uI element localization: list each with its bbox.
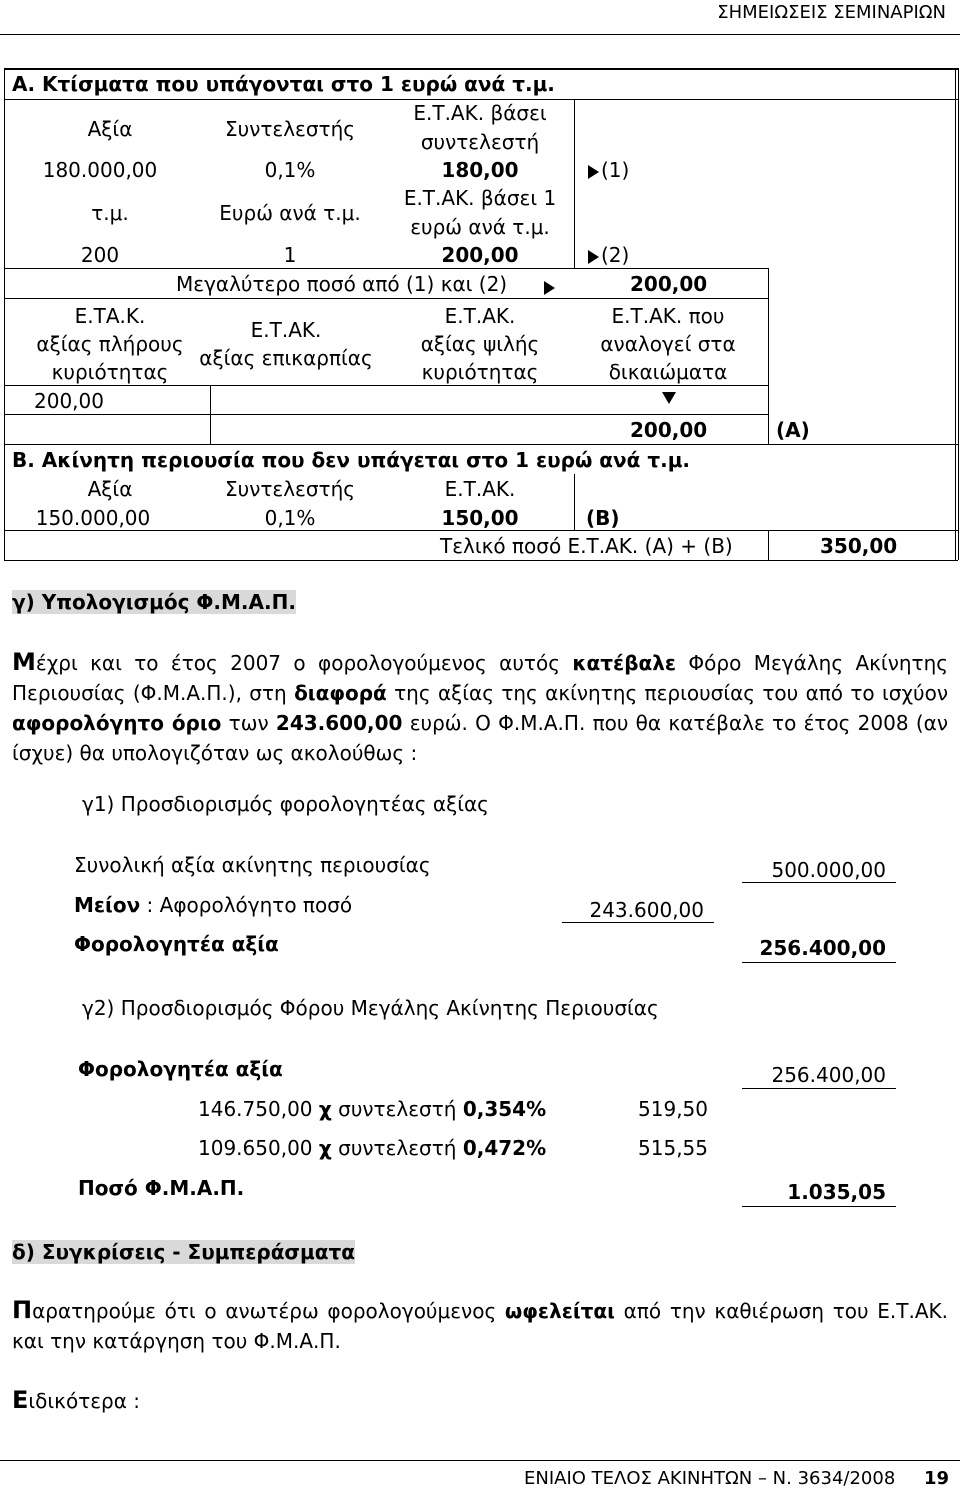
header-rule (0, 34, 960, 35)
mark-2: (2) (588, 243, 629, 267)
result-a-mark: (Α) (776, 418, 810, 442)
arrow-down-icon (662, 392, 676, 404)
b-rate: 0,1% (264, 506, 316, 530)
b-value: 150.000,00 (35, 506, 151, 530)
taxable-value: 256.400,00 (759, 936, 886, 960)
less-value: 243.600,00 (589, 898, 704, 922)
section-d-title: δ) Συγκρίσεις - Συμπεράσματα (12, 1240, 355, 1264)
c1-title: γ1) Προσδιορισμός φορολογητέας αξίας (82, 792, 489, 816)
header-etak-rate: Ε.Τ.ΑΚ. βάσει (413, 101, 547, 125)
c2-taxable-label: Φορολογητέα αξία (78, 1057, 283, 1081)
header-etak-1eur-2: ευρώ ανά τ.μ. (410, 215, 550, 239)
col-bare-ownership: Ε.Τ.ΑΚ. αξίας ψιλής κυριότητας (420, 304, 540, 384)
arrow-right-icon (544, 281, 555, 295)
b-header-value: Αξία (87, 477, 133, 501)
etak-200: 200,00 (441, 243, 519, 267)
more-specifically: Ειδικότερα : (12, 1386, 141, 1414)
footer-rule (0, 1460, 960, 1461)
header-eur-per-sqm: Ευρώ ανά τ.μ. (219, 201, 361, 225)
max-label: Μεγαλύτερο ποσό από (1) και (2) (176, 272, 508, 296)
section-c-title: γ) Υπολογισμός Φ.Μ.Α.Π. (12, 590, 296, 614)
b-etak: 150,00 (441, 506, 519, 530)
arrow-right-icon (588, 165, 599, 179)
bracket-1-result: 519,50 (638, 1097, 708, 1121)
mark-1: (1) (588, 158, 629, 182)
taxable-label: Φορολογητέα αξία (74, 932, 279, 956)
running-header: ΣΗΜΕΙΩΣΕΙΣ ΣΕΜΙΝΑΡΙΩΝ (717, 2, 946, 23)
value-200: 200 (80, 243, 120, 267)
value-180000: 180.000,00 (42, 158, 158, 182)
value-1: 1 (283, 243, 297, 267)
b-header-etak: Ε.Τ.ΑΚ. (444, 477, 516, 501)
etak-180: 180,00 (441, 158, 519, 182)
header-etak-1eur: Ε.Τ.ΑΚ. βάσει 1 (403, 186, 557, 210)
col-full-ownership: Ε.ΤΑ.Κ. αξίας πλήρους κυριότητας (36, 304, 184, 384)
header-value: Αξία (87, 117, 133, 141)
bracket-2: 109.650,00 χ συντελεστή 0,472% (198, 1136, 547, 1160)
header-etak-rate-2: συντελεστή (420, 130, 540, 154)
b-mark: (Β) (586, 506, 620, 530)
section-a-title: Α. Κτίσματα που υπάγονται στο 1 ευρώ ανά τ.μ. (12, 72, 555, 96)
total-property-value: 500.000,00 (771, 858, 886, 882)
bracket-2-result: 515,55 (638, 1136, 708, 1160)
header-sqm: τ.μ. (91, 201, 129, 225)
section-b-title: Β. Ακίνητη περιουσία που δεν υπάγεται στο 1 ευρώ ανά τ.μ. (12, 448, 691, 472)
col-rights: Ε.Τ.ΑΚ. που αναλογεί στα δικαιώματα (600, 304, 736, 384)
page-number: 19 (924, 1468, 950, 1489)
arrow-right-icon (588, 250, 599, 264)
c2-taxable-value: 256.400,00 (771, 1063, 886, 1087)
footer-text: ΕΝΙΑΙΟ ΤΕΛΟΣ ΑΚΙΝΗΤΩΝ – Ν. 3634/2008 (524, 1468, 896, 1489)
fmap-label: Ποσό Φ.Μ.Α.Π. (78, 1176, 245, 1200)
total-label: Τελικό ποσό Ε.Τ.ΑΚ. (Α) + (Β) (440, 534, 733, 558)
rate-01: 0,1% (264, 158, 316, 182)
c2-title: γ2) Προσδιορισμός Φόρου Μεγάλης Ακίνητης Περιουσίας (82, 996, 659, 1020)
bracket-1: 146.750,00 χ συντελεστή 0,354% (198, 1097, 547, 1121)
section-d-paragraph: Παρατηρούμε ότι ο ανωτέρω φορολογούμενος ωφελείται από την καθιέρωση του Ε.Τ.ΑΚ. και την κατάργηση του Φ.Μ.Α.Π. (12, 1296, 948, 1353)
full-ownership-value: 200,00 (34, 389, 104, 413)
header-rate: Συντελεστής (224, 117, 355, 141)
result-a-value: 200,00 (630, 418, 708, 442)
col-usufruct: Ε.Τ.ΑΚ. αξίας επικαρπίας (199, 318, 373, 370)
section-c-paragraph: Μέχρι και το έτος 2007 ο φορολογούμενος αυτός κατέβαλε Φόρο Μεγάλης Ακίνητης Περιουσίας (Φ.Μ.Α.Π.), στη διαφορά της αξίας της ακίνητης περιουσίας του από το ισχύον αφορολόγητο όριο των 243.600,00 ευρώ. Ο Φ.Μ.Α.Π. που θα κατέβαλε το έτος 2008 (αν ίσχυε) θα υπολογιζόταν ως ακολούθως : (12, 648, 949, 765)
b-header-rate: Συντελεστής (224, 477, 355, 501)
total-property-label: Συνολική αξία ακίνητης περιουσίας (74, 853, 431, 877)
max-value: 200,00 (630, 272, 708, 296)
fmap-value: 1.035,05 (787, 1180, 886, 1204)
total-value: 350,00 (820, 534, 898, 558)
less-label: Μείον : Αφορολόγητο ποσό (74, 893, 353, 917)
